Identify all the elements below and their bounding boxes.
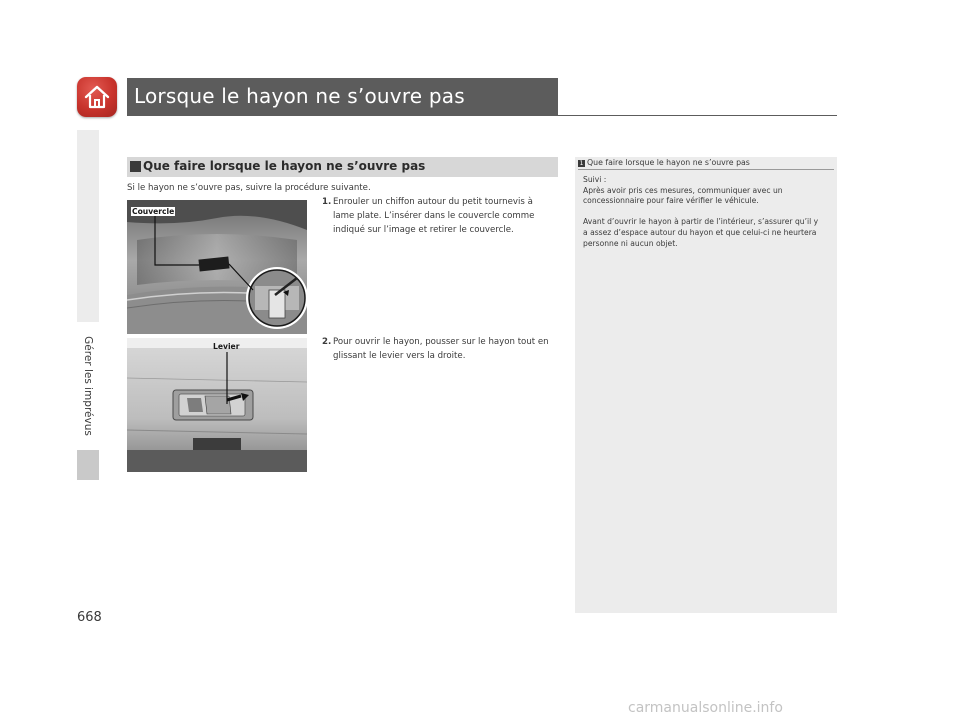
note-body — [583, 175, 833, 260]
step-2-number: 2. — [322, 337, 332, 347]
note-line: a assez d’espace autour du hayon et que celui-ci ne heurtera — [583, 227, 817, 237]
note-title: Que faire lorsque le hayon ne s’ouvre pas — [587, 158, 750, 167]
watermark-text: carmanualsonline.info — [628, 700, 783, 716]
home-icon — [83, 83, 111, 111]
step-2-line: Pour ouvrir le hayon, pousser sur le hayon tout en — [333, 337, 549, 347]
note-line: concessionnaire pour faire vérifier le véhicule. — [583, 196, 759, 206]
note-line: Avant d’ouvrir le hayon à partir de l’intérieur, s’assurer qu’il y — [583, 217, 819, 227]
step-1-line: indiqué sur l’image et retirer le couvercle. — [333, 225, 514, 235]
page-title: Lorsque le hayon ne s’ouvre pas — [134, 84, 465, 108]
note-line: Suivi : — [583, 175, 607, 184]
note-line: Après avoir pris ces mesures, communiquer avec un — [583, 185, 783, 195]
section-title: Que faire lorsque le hayon ne s’ouvre pas — [143, 159, 426, 173]
callout-couvercle: Couvercle — [132, 207, 175, 216]
step-1-line: lame plate. L’insérer dans le couvercle comme — [333, 211, 535, 221]
home-button[interactable] — [77, 77, 117, 117]
note-header — [578, 158, 750, 167]
callout-levier: Levier — [213, 342, 240, 351]
step-1-line: Enrouler un chiffon autour du petit tournevis à — [333, 197, 533, 207]
side-tab-background — [77, 130, 99, 322]
intro-text: Si le hayon ne s’ouvre pas, suivre la procédure suivante. — [127, 183, 371, 193]
page-number: 668 — [77, 610, 102, 625]
step-2-line: glissant le levier vers la droite. — [333, 351, 466, 361]
note-paragraph — [583, 175, 833, 207]
step-1-number: 1. — [322, 197, 332, 207]
side-tab-marker — [77, 450, 99, 480]
note-marker-icon: 1 — [579, 160, 584, 167]
note-line: personne ni aucun objet. — [583, 238, 678, 248]
note-rule — [578, 169, 834, 170]
figure-lever-photo — [127, 338, 307, 472]
chapter-label: Gérer les imprévus — [82, 336, 94, 436]
title-rule — [127, 115, 837, 116]
figure-cover-photo — [127, 200, 307, 334]
section-square-icon — [130, 161, 141, 172]
note-paragraph — [583, 217, 833, 249]
